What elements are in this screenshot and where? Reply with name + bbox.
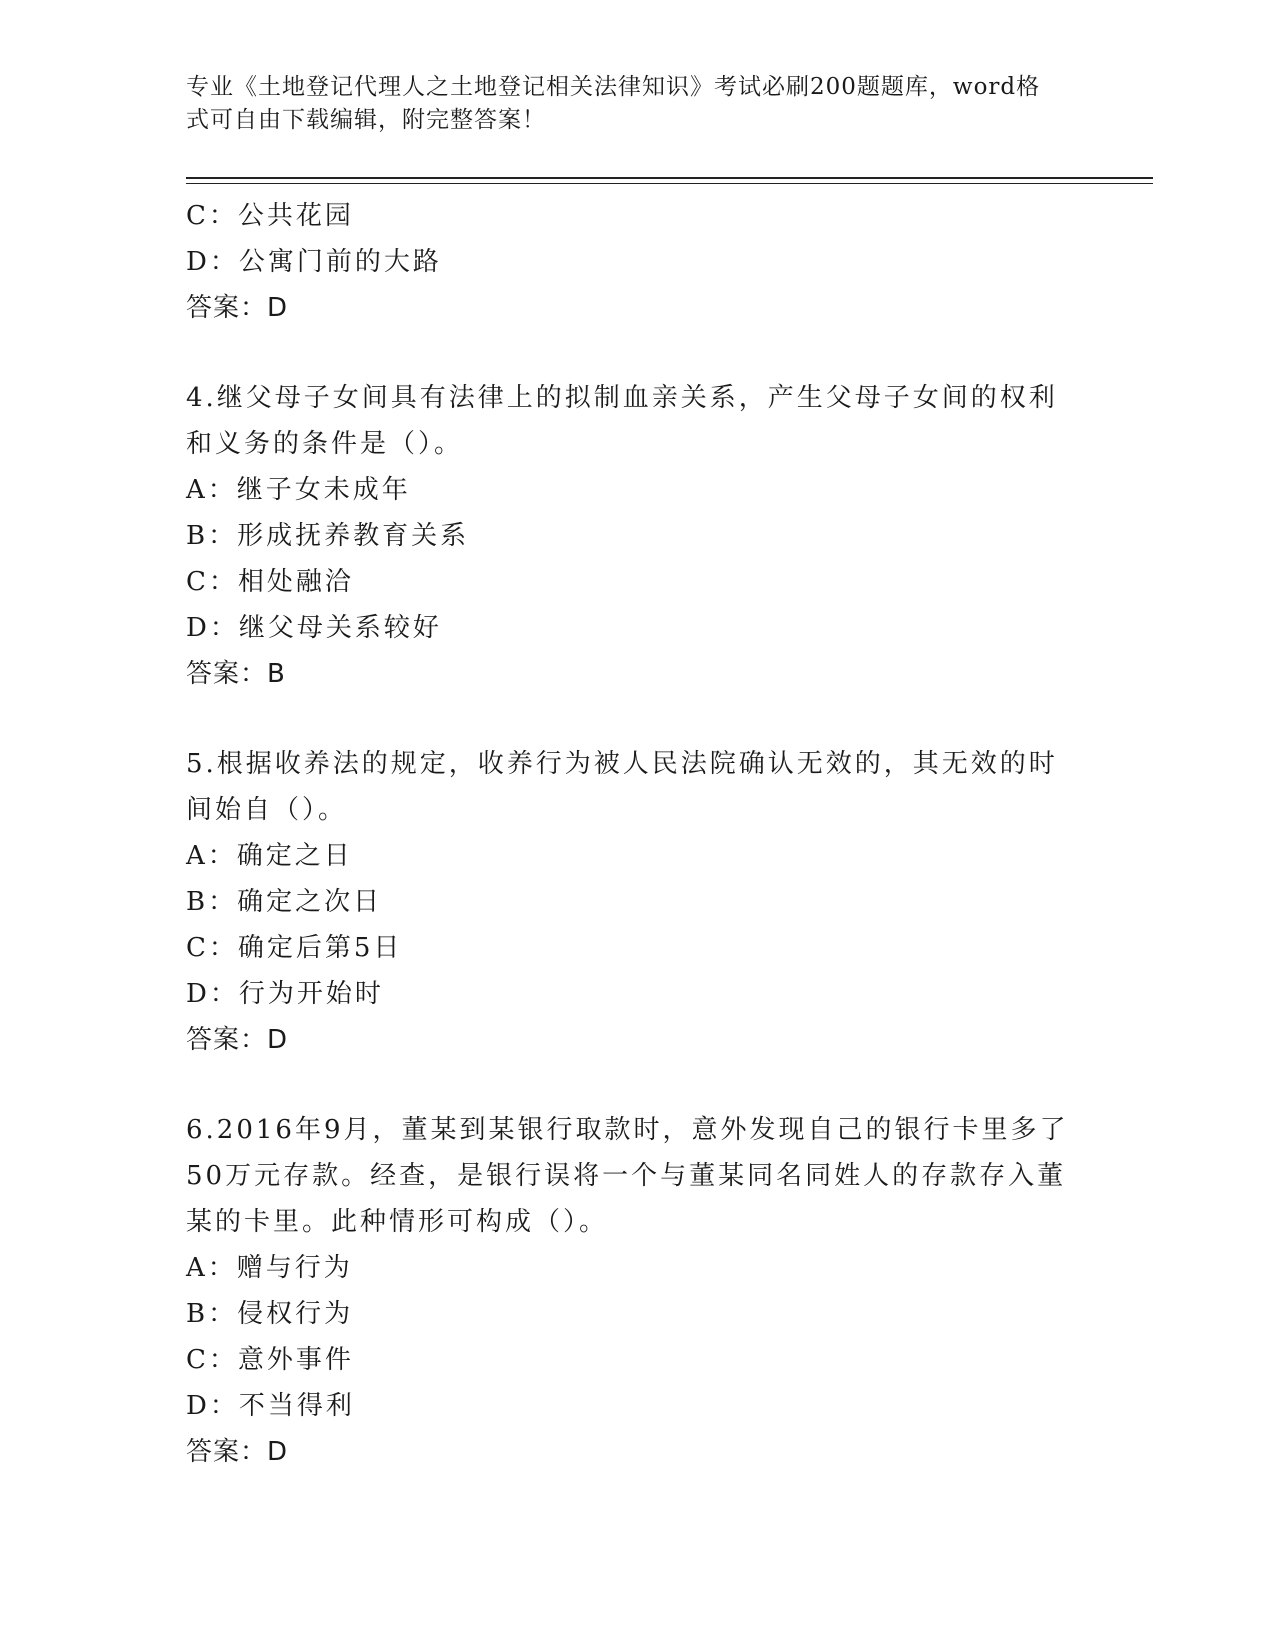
question-4	[186, 375, 1066, 697]
spacer	[186, 331, 1066, 375]
question-stem-line: 某的卡里。此种情形可构成（）。	[186, 1207, 609, 1237]
document-header	[186, 71, 1066, 137]
option-a: A：确定之日	[186, 841, 353, 871]
question-stem-line: 5.根据收养法的规定，收养行为被人民法院确认无效的，其无效的时	[186, 749, 1058, 779]
answer: 答案：D	[186, 1025, 289, 1055]
question-6	[186, 1107, 1069, 1475]
option-c: C：相处融洽	[186, 567, 354, 597]
option-d: D：行为开始时	[186, 979, 384, 1009]
spacer	[186, 1063, 1066, 1107]
header-rule-thin	[186, 183, 1153, 184]
question-stem-line: 4.继父母子女间具有法律上的拟制血亲关系，产生父母子女间的权利	[186, 383, 1058, 413]
option-d: D：不当得利	[186, 1391, 355, 1421]
option-b: B：确定之次日	[186, 887, 383, 917]
option-a: A：继子女未成年	[186, 475, 411, 505]
option-c: C：确定后第5日	[186, 933, 403, 963]
question-stem-line: 和义务的条件是（）。	[186, 429, 464, 459]
question-stem-line: 50万元存款。经查，是银行误将一个与董某同名同姓人的存款存入董	[186, 1161, 1067, 1191]
question-5	[186, 741, 1066, 1063]
spacer	[186, 697, 1066, 741]
answer: 答案：D	[186, 1437, 289, 1467]
option-b: B：形成抚养教育关系	[186, 521, 470, 551]
question-3-tail	[186, 193, 1066, 331]
answer: 答案：B	[186, 659, 286, 689]
option-d: D：公寓门前的大路	[186, 247, 442, 277]
question-stem-line: 间始自（）。	[186, 795, 348, 825]
header-line-2: 式可自由下载编辑，附完整答案！	[186, 107, 546, 133]
option-c: C：公共花园	[186, 201, 354, 231]
header-line-1: 专业《土地登记代理人之土地登记相关法律知识》考试必刷200题题库，word格	[186, 74, 1041, 100]
document-body	[186, 193, 1069, 1475]
answer: 答案：D	[186, 293, 289, 323]
option-d: D：继父母关系较好	[186, 613, 442, 643]
header-rule-thick	[186, 177, 1153, 179]
option-b: B：侵权行为	[186, 1299, 354, 1329]
option-a: A：赠与行为	[186, 1253, 353, 1283]
question-stem-line: 6.2016年9月，董某到某银行取款时，意外发现自己的银行卡里多了	[186, 1115, 1069, 1145]
option-c: C：意外事件	[186, 1345, 354, 1375]
